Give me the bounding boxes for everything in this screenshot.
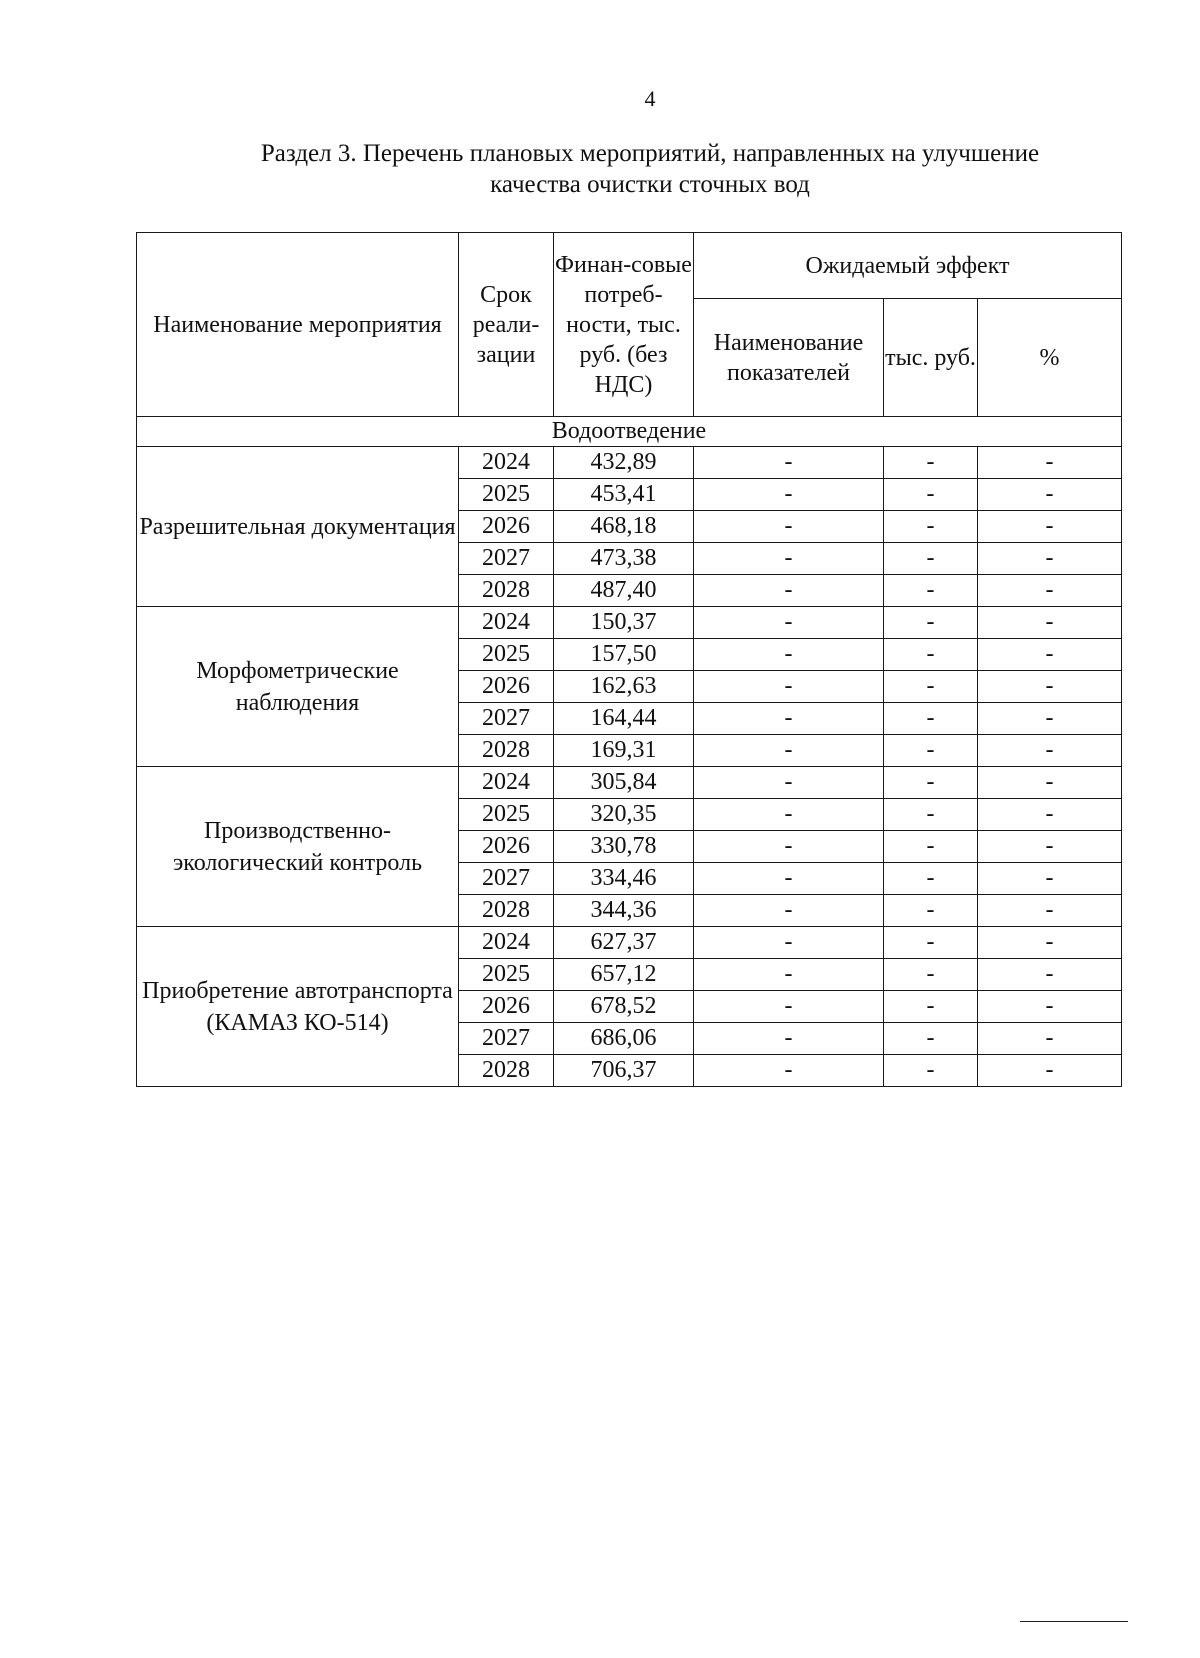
thousand-rub-cell: - <box>884 831 978 863</box>
thousand-rub-cell: - <box>884 511 978 543</box>
group-label: Водоотведение <box>137 417 1122 447</box>
year-cell: 2024 <box>459 927 554 959</box>
indicator-cell: - <box>694 799 884 831</box>
year-cell: 2025 <box>459 639 554 671</box>
amount-cell: 162,63 <box>554 671 694 703</box>
amount-cell: 706,37 <box>554 1055 694 1087</box>
amount-cell: 344,36 <box>554 895 694 927</box>
header-financial-needs: Финан-совые потреб-ности, тыс. руб. (без НДС) <box>554 233 694 417</box>
percent-cell: - <box>978 927 1122 959</box>
indicator-cell: - <box>694 831 884 863</box>
amount-cell: 169,31 <box>554 735 694 767</box>
table-row <box>137 447 1122 479</box>
percent-cell: - <box>978 575 1122 607</box>
year-cell: 2024 <box>459 607 554 639</box>
thousand-rub-cell: - <box>884 447 978 479</box>
percent-cell: - <box>978 991 1122 1023</box>
indicator-cell: - <box>694 479 884 511</box>
amount-cell: 334,46 <box>554 863 694 895</box>
thousand-rub-cell: - <box>884 799 978 831</box>
indicator-cell: - <box>694 895 884 927</box>
percent-cell: - <box>978 1023 1122 1055</box>
thousand-rub-cell: - <box>884 671 978 703</box>
percent-cell: - <box>978 479 1122 511</box>
percent-cell: - <box>978 1055 1122 1087</box>
percent-cell: - <box>978 799 1122 831</box>
amount-cell: 487,40 <box>554 575 694 607</box>
year-cell: 2027 <box>459 703 554 735</box>
percent-cell: - <box>978 895 1122 927</box>
indicator-cell: - <box>694 511 884 543</box>
amount-cell: 473,38 <box>554 543 694 575</box>
amount-cell: 432,89 <box>554 447 694 479</box>
section-title <box>170 138 1130 200</box>
indicator-cell: - <box>694 863 884 895</box>
amount-cell: 157,50 <box>554 639 694 671</box>
amount-cell: 453,41 <box>554 479 694 511</box>
thousand-rub-cell: - <box>884 543 978 575</box>
indicator-cell: - <box>694 447 884 479</box>
table-header <box>137 233 1122 417</box>
amount-cell: 164,44 <box>554 703 694 735</box>
group-row <box>137 417 1122 447</box>
year-cell: 2026 <box>459 511 554 543</box>
year-cell: 2025 <box>459 479 554 511</box>
header-deadline: Срок реали-зации <box>459 233 554 417</box>
thousand-rub-cell: - <box>884 735 978 767</box>
amount-cell: 686,06 <box>554 1023 694 1055</box>
amount-cell: 330,78 <box>554 831 694 863</box>
indicator-cell: - <box>694 927 884 959</box>
header-indicator-names: Наименование показателей <box>694 299 884 417</box>
thousand-rub-cell: - <box>884 607 978 639</box>
year-cell: 2025 <box>459 799 554 831</box>
amount-cell: 468,18 <box>554 511 694 543</box>
indicator-cell: - <box>694 991 884 1023</box>
indicator-cell: - <box>694 575 884 607</box>
amount-cell: 150,37 <box>554 607 694 639</box>
thousand-rub-cell: - <box>884 863 978 895</box>
indicator-cell: - <box>694 767 884 799</box>
year-cell: 2026 <box>459 831 554 863</box>
amount-cell: 627,37 <box>554 927 694 959</box>
thousand-rub-cell: - <box>884 927 978 959</box>
percent-cell: - <box>978 767 1122 799</box>
measure-name: Приобретение автотранспорта (КАМАЗ КО-514) <box>137 927 459 1087</box>
measures-table <box>136 232 1122 1087</box>
indicator-cell: - <box>694 735 884 767</box>
table-row <box>137 767 1122 799</box>
indicator-cell: - <box>694 1023 884 1055</box>
percent-cell: - <box>978 511 1122 543</box>
percent-cell: - <box>978 831 1122 863</box>
percent-cell: - <box>978 671 1122 703</box>
year-cell: 2028 <box>459 895 554 927</box>
thousand-rub-cell: - <box>884 895 978 927</box>
footer-divider <box>1020 1621 1128 1622</box>
thousand-rub-cell: - <box>884 767 978 799</box>
thousand-rub-cell: - <box>884 959 978 991</box>
percent-cell: - <box>978 607 1122 639</box>
indicator-cell: - <box>694 607 884 639</box>
amount-cell: 320,35 <box>554 799 694 831</box>
thousand-rub-cell: - <box>884 575 978 607</box>
year-cell: 2027 <box>459 543 554 575</box>
measure-name: Морфометрические наблюдения <box>137 607 459 767</box>
year-cell: 2028 <box>459 735 554 767</box>
amount-cell: 657,12 <box>554 959 694 991</box>
header-measure-name: Наименование мероприятия <box>137 233 459 417</box>
table-row <box>137 927 1122 959</box>
thousand-rub-cell: - <box>884 1023 978 1055</box>
measure-name: Разрешительная документация <box>137 447 459 607</box>
thousand-rub-cell: - <box>884 479 978 511</box>
year-cell: 2024 <box>459 767 554 799</box>
percent-cell: - <box>978 863 1122 895</box>
percent-cell: - <box>978 735 1122 767</box>
indicator-cell: - <box>694 959 884 991</box>
year-cell: 2028 <box>459 1055 554 1087</box>
percent-cell: - <box>978 543 1122 575</box>
percent-cell: - <box>978 639 1122 671</box>
percent-cell: - <box>978 703 1122 735</box>
measure-name: Производственно-экологический контроль <box>137 767 459 927</box>
percent-cell: - <box>978 447 1122 479</box>
year-cell: 2027 <box>459 1023 554 1055</box>
indicator-cell: - <box>694 1055 884 1087</box>
header-thousand-rub: тыс. руб. <box>884 299 978 417</box>
year-cell: 2024 <box>459 447 554 479</box>
thousand-rub-cell: - <box>884 639 978 671</box>
indicator-cell: - <box>694 639 884 671</box>
percent-cell: - <box>978 959 1122 991</box>
thousand-rub-cell: - <box>884 991 978 1023</box>
amount-cell: 678,52 <box>554 991 694 1023</box>
amount-cell: 305,84 <box>554 767 694 799</box>
year-cell: 2027 <box>459 863 554 895</box>
year-cell: 2025 <box>459 959 554 991</box>
page-number: 4 <box>644 86 656 111</box>
section-title-line-2: качества очистки сточных вод <box>490 171 810 198</box>
year-cell: 2028 <box>459 575 554 607</box>
indicator-cell: - <box>694 543 884 575</box>
header-expected-effect: Ожидаемый эффект <box>694 233 1122 299</box>
year-cell: 2026 <box>459 671 554 703</box>
table-body <box>137 417 1122 1087</box>
section-title-line-1: Раздел 3. Перечень плановых мероприятий, направленных на улучшение <box>260 140 1040 167</box>
thousand-rub-cell: - <box>884 1055 978 1087</box>
indicator-cell: - <box>694 703 884 735</box>
indicator-cell: - <box>694 671 884 703</box>
year-cell: 2026 <box>459 991 554 1023</box>
header-percent: % <box>978 299 1122 417</box>
table-row <box>137 607 1122 639</box>
thousand-rub-cell: - <box>884 703 978 735</box>
